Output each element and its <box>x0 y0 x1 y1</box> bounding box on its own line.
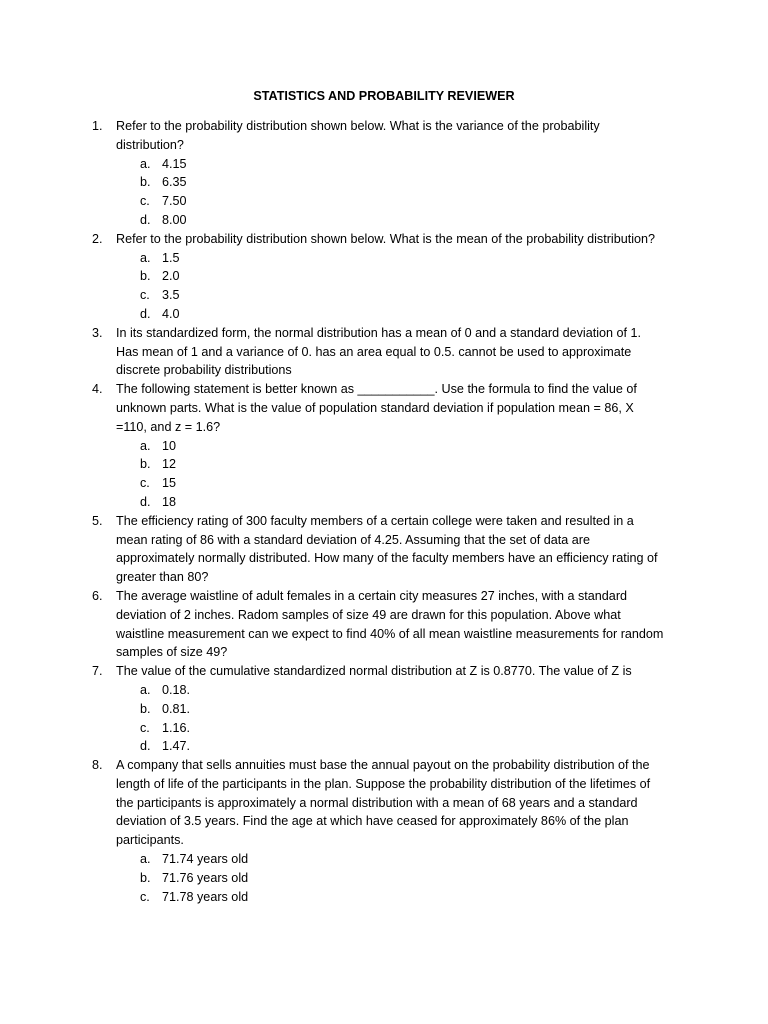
option-letter: a. <box>140 852 151 867</box>
option-text: 10 <box>162 438 177 453</box>
option-letter: c. <box>140 288 150 303</box>
option-item <box>116 267 666 286</box>
question-item-6 <box>0 587 666 662</box>
option-item <box>116 719 666 738</box>
option-text: 71.74 years old <box>162 852 249 867</box>
option-text: 12 <box>162 457 177 472</box>
question-text: The value of the cumulative standardized normal distribution at Z is 0.8770. The value of Z is <box>116 664 632 679</box>
option-text: 18 <box>162 494 177 509</box>
question-text: The following statement is better known as ___________. Use the formula to find the value of unknown parts. What is the value of population standard deviation if population mean = 86, X =110, and z = 1.6? <box>116 382 637 434</box>
option-text: 6.35 <box>162 175 187 190</box>
option-letter: a. <box>140 156 151 171</box>
question-number: 3. <box>92 325 103 340</box>
question-item-2 <box>0 230 666 324</box>
option-letter: a. <box>140 438 151 453</box>
option-text: 0.81. <box>162 701 191 716</box>
option-letter: d. <box>140 306 151 321</box>
option-item <box>116 455 666 474</box>
option-item <box>116 850 666 869</box>
option-item <box>116 155 666 174</box>
option-text: 4.15 <box>162 156 187 171</box>
option-list <box>116 437 666 512</box>
option-item <box>116 211 666 230</box>
option-text: 1.5 <box>162 250 180 265</box>
question-number: 7. <box>92 664 103 679</box>
option-text: 2.0 <box>162 269 180 284</box>
option-item <box>116 249 666 268</box>
document-title: STATISTICS AND PROBABILITY REVIEWER <box>253 89 515 103</box>
option-letter: c. <box>140 476 150 491</box>
question-item-5 <box>0 512 666 587</box>
option-letter: c. <box>140 720 150 735</box>
option-item <box>116 737 666 756</box>
question-text: In its standardized form, the normal distribution has a mean of 0 and a standard deviation of 1. Has mean of 1 and a variance of 0. has an area equal to 0.5. cannot be used to approximate discrete probability distributions <box>116 325 642 378</box>
option-letter: b. <box>140 457 151 472</box>
option-item <box>116 305 666 324</box>
option-letter: b. <box>140 870 151 885</box>
question-text: A company that sells annuities must base the annual payout on the probability distribution of the length of life of the participants in the plan. Suppose the probability distribution of the lifetimes of the participants is approximately a normal distribution with a mean of 68 years and a standard deviation of 3.5 years. Find the age at which have ceased for approximately 86% of the plan participants. <box>116 758 651 848</box>
option-list <box>116 249 666 324</box>
option-list <box>116 850 666 906</box>
option-text: 7.50 <box>162 194 187 209</box>
option-letter: b. <box>140 175 151 190</box>
question-number: 5. <box>92 513 103 528</box>
option-list <box>116 155 666 230</box>
option-letter: a. <box>140 682 151 697</box>
option-item <box>116 493 666 512</box>
question-number: 2. <box>92 231 103 246</box>
option-letter: b. <box>140 269 151 284</box>
option-list <box>116 681 666 756</box>
option-letter: a. <box>140 250 151 265</box>
question-text: The average waistline of adult females in a certain city measures 27 inches, with a standard deviation of 2 inches. Radom samples of size 49 are drawn for this population. Above what waistline measurement can we expect to find 40% of all mean waistline measurements for random samples of size 49? <box>116 588 664 660</box>
question-number: 8. <box>92 758 103 773</box>
option-letter: c. <box>140 194 150 209</box>
option-item <box>116 888 666 907</box>
option-item <box>116 286 666 305</box>
option-text: 15 <box>162 476 177 491</box>
option-letter: c. <box>140 889 150 904</box>
question-text: Refer to the probability distribution shown below. What is the variance of the probability distribution? <box>116 119 600 152</box>
question-text: The efficiency rating of 300 faculty members of a certain college were taken and resulted in a mean rating of 86 with a standard deviation of 4.25. Assuming that the set of data are approximately normally distributed. How many of the faculty members have an efficiency rating of greater than 80? <box>116 513 658 585</box>
option-letter: d. <box>140 739 151 754</box>
option-item <box>116 474 666 493</box>
option-text: 1.16. <box>162 720 191 735</box>
option-item <box>116 437 666 456</box>
question-item-8 <box>0 756 666 906</box>
option-text: 4.0 <box>162 306 180 321</box>
option-item <box>116 192 666 211</box>
option-text: 8.00 <box>162 212 187 227</box>
question-text: Refer to the probability distribution shown below. What is the mean of the probability distribution? <box>116 231 656 246</box>
question-item-3 <box>0 324 666 380</box>
question-item-7 <box>0 662 666 756</box>
option-text: 3.5 <box>162 288 180 303</box>
question-number: 1. <box>92 119 103 133</box>
option-letter: d. <box>140 212 151 227</box>
option-text: 71.78 years old <box>162 889 249 904</box>
option-letter: b. <box>140 701 151 716</box>
option-text: 71.76 years old <box>162 870 249 885</box>
option-text: 0.18. <box>162 682 191 697</box>
question-number: 6. <box>92 588 103 603</box>
option-item <box>116 869 666 888</box>
question-number: 4. <box>92 382 103 397</box>
option-text: 1.47. <box>162 739 191 754</box>
option-letter: d. <box>140 494 151 509</box>
question-list <box>0 117 768 906</box>
option-item <box>116 173 666 192</box>
option-item <box>116 700 666 719</box>
question-item-1 <box>0 117 666 230</box>
option-item <box>116 681 666 700</box>
question-item-4 <box>0 380 666 512</box>
